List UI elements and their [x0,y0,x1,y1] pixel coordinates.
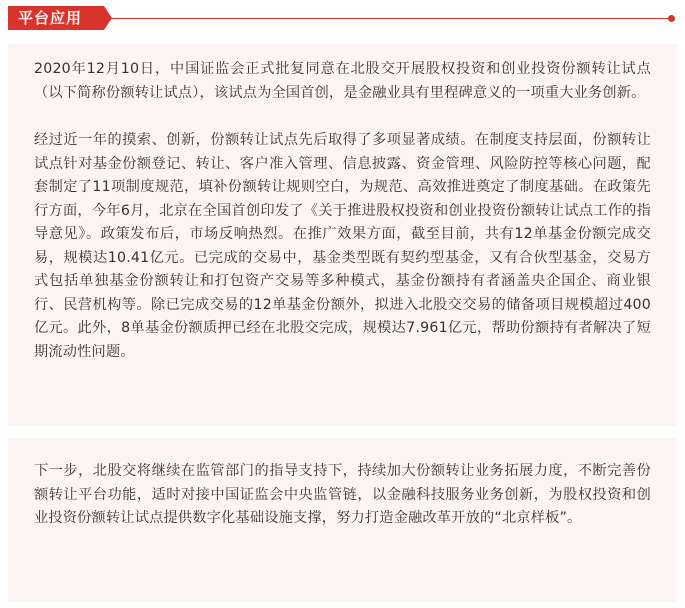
content-panel-1 [8,44,677,426]
header-divider-line [110,18,673,19]
header-divider-dot [668,15,675,22]
paragraph-next-steps: 下一步，北股交将继续在监管部门的指导支持下，持续加大份额转让业务拓展力度，不断完善份额转让平台功能，适时对接中国证监会中央监管链，以金融科技服务业务创新，为股权投资和创业投资份额转让试点提供数字化基础设施支撑，努力打造金融改革开放的“北京样板”。 [34,463,651,526]
section-title-tag: 平台应用 [8,6,104,30]
paragraph-approval: 2020年12月10日，中国证监会正式批复同意在北股交开展股权投资和创业投资份额转让试点（以下简称份额转让试点），该试点为全国首创，是金融业具有里程碑意义的一项重大业务创新。 [34,61,651,101]
content-panel-2 [8,438,677,602]
section-header [0,0,685,34]
paragraph-achievements: 经过近一年的摸索、创新，份额转让试点先后取得了多项显著成绩。在制度支持层面，份额转让试点针对基金份额登记、转让、客户准入管理、信息披露、资金管理、风险防控等核心问题，配套制定了11项制度规范，填补份额转让规则空白，为规范、高效推进奠定了制度基础。在政策先行方面，今年6月，北京在全国首创印发了《关于推进股权投资和创业投资份额转让试点工作的指导意见》。政策发布后，市场反响热烈。在推广效果方面，截至目前，共有12单基金份额完成交易，规模达10.41亿元。已完成的交易中，基金类型既有契约型基金，又有合伙型基金，交易方式包括单独基金份额转让和打包资产交易等多种模式，基金份额持有者涵盖央企国企、商业银行、民营机构等。除已完成交易的12单基金份额外，拟进入北股交交易的储备项目规模超过400亿元。此外，8单基金份额质押已经在北股交完成，规模达7.961亿元，帮助份额持有者解决了短期流动性问题。 [34,132,651,360]
